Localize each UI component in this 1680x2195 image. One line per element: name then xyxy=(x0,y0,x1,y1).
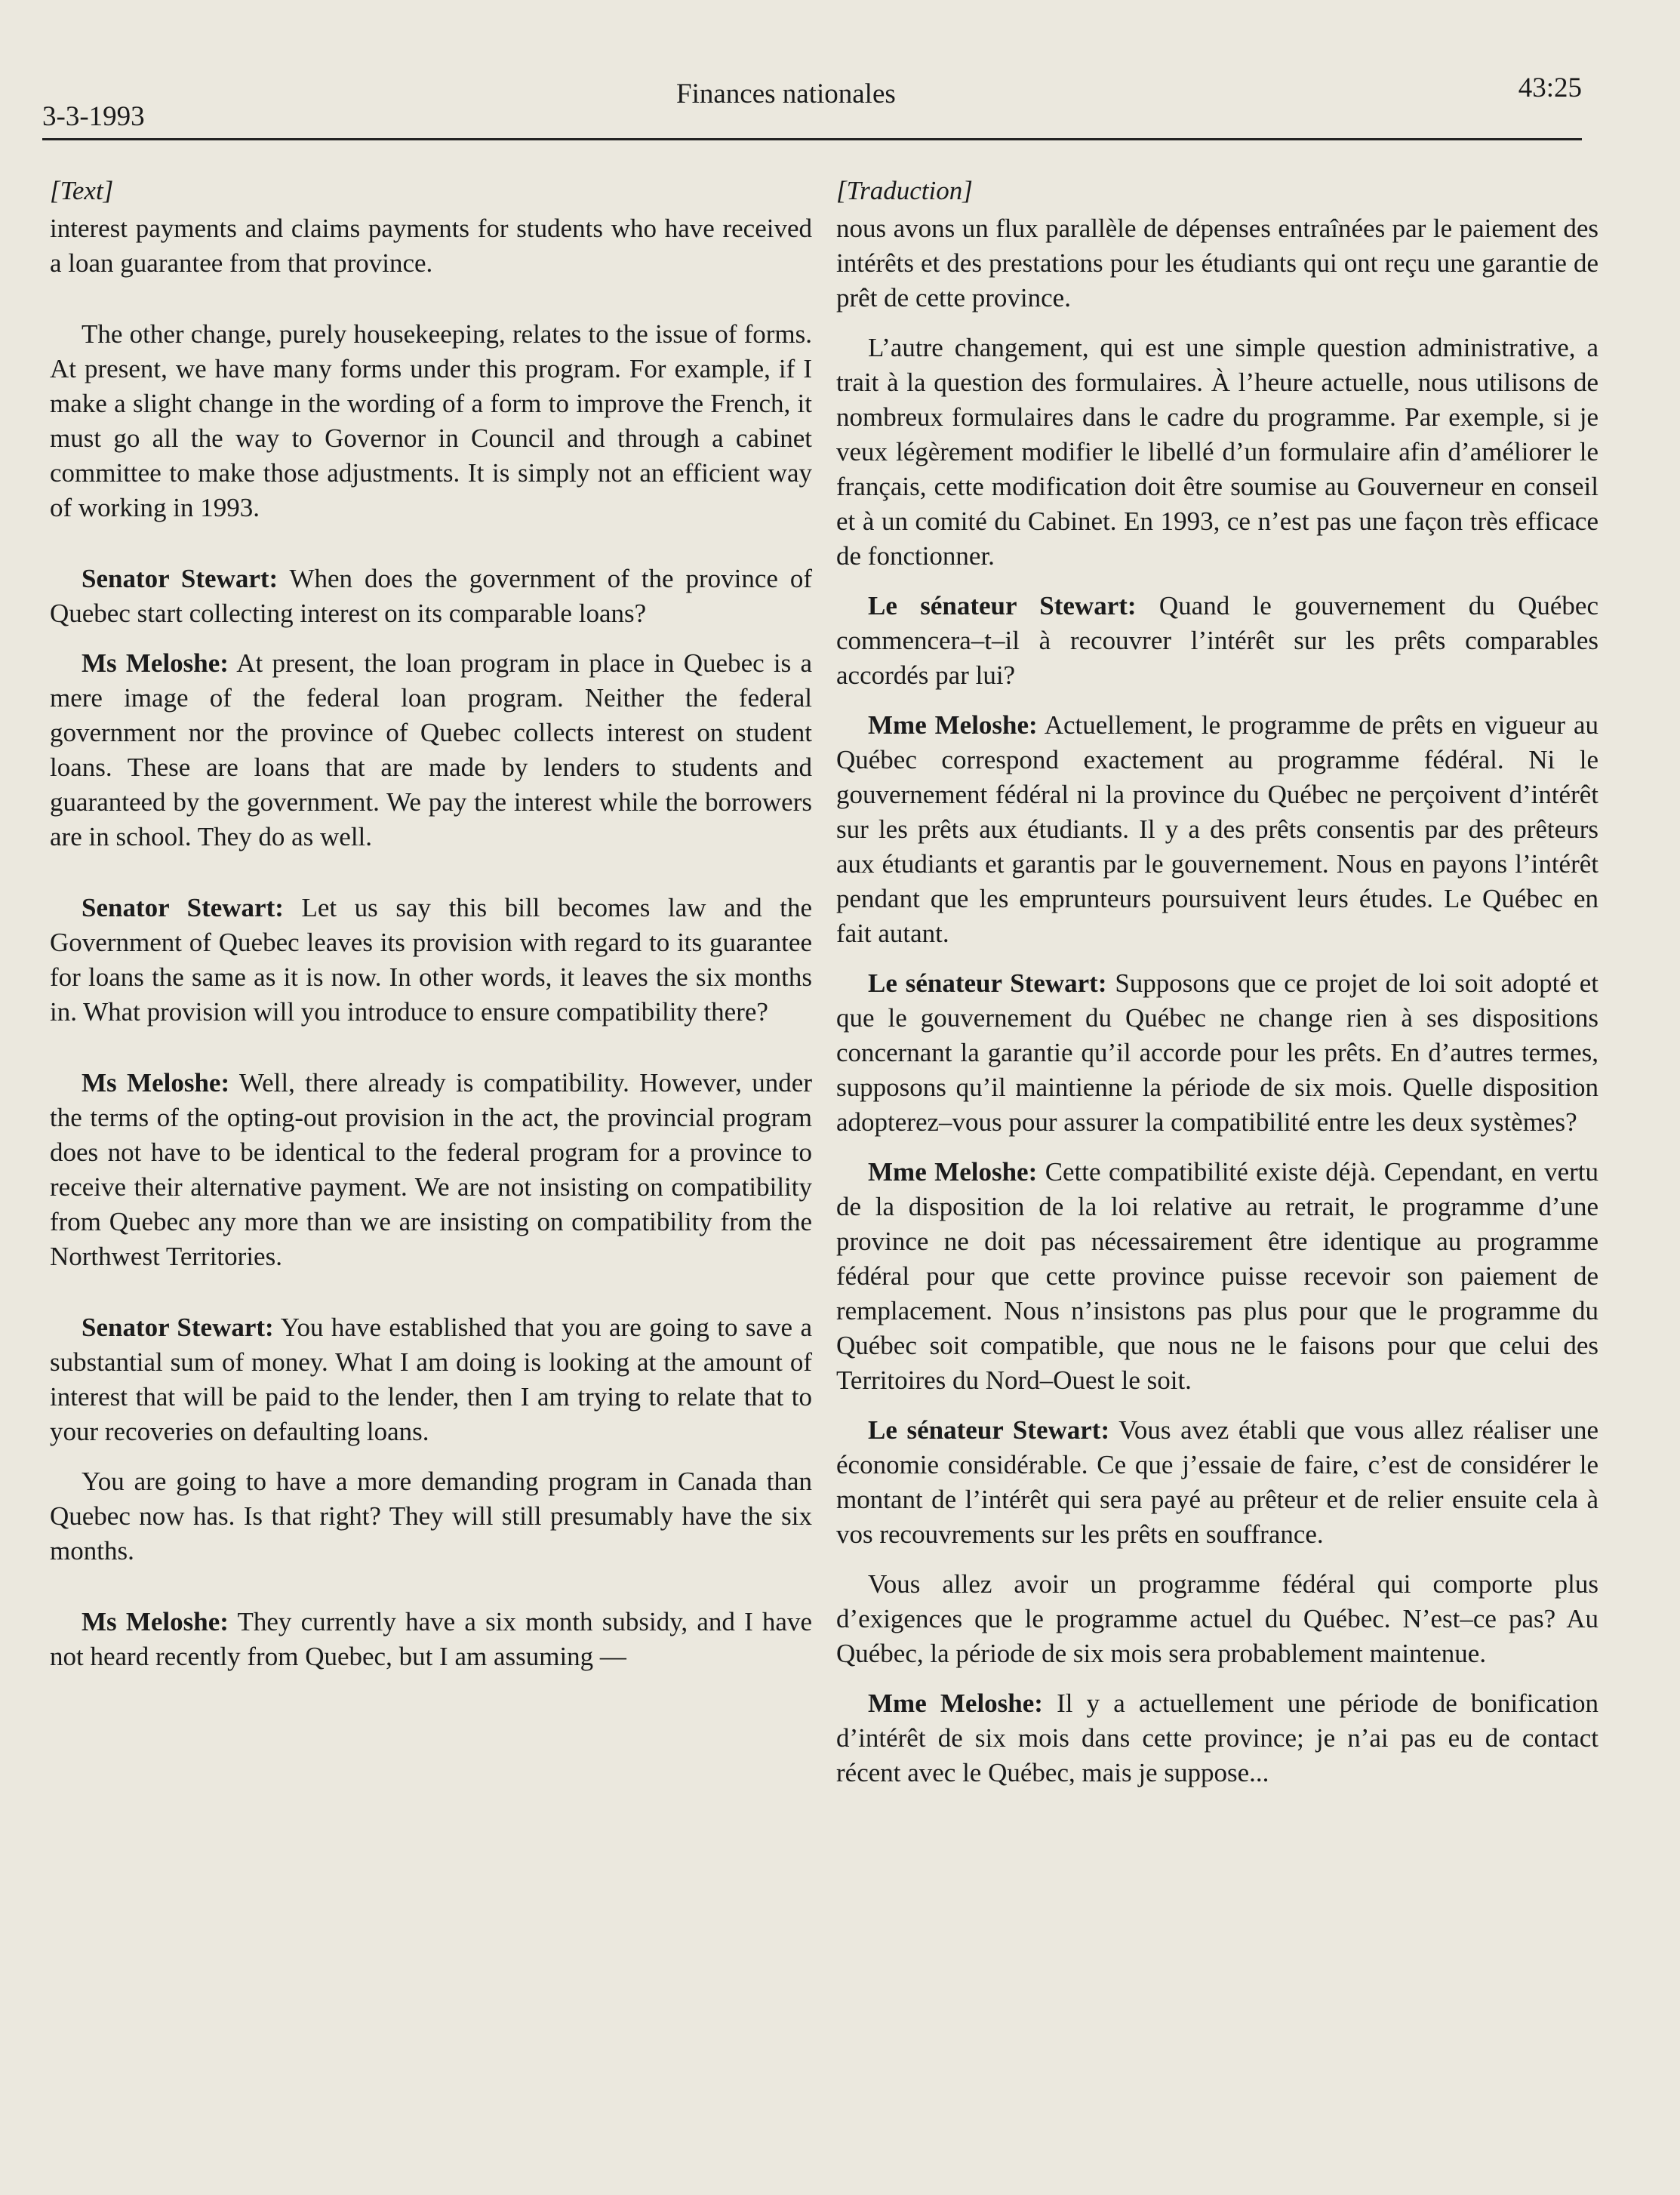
paragraph-text: Actuellement, le programme de prêts en vigueur au Québec correspond exactement au programme fédéral. Ni le gouvernement fédéral ni la province du Québec ne perçoivent d’intérêt sur les prêts aux étudiants. Il y a des prêts consentis par des prêteurs aux étudiants et garantis par le gouvernement. Nous en payons l’intérêt pendant que les emprunteurs poursuivent leurs études. Le Québec en fait autant. xyxy=(836,710,1599,948)
speaker: Ms Meloshe: xyxy=(82,648,229,678)
paragraph xyxy=(836,1567,1598,1671)
column-tag: [Text] xyxy=(50,176,114,205)
header-title: Finances nationales xyxy=(676,79,896,109)
paragraph xyxy=(50,1605,812,1674)
header-date: 3-3-1993 xyxy=(42,101,145,132)
paragraph xyxy=(50,1310,812,1449)
speaker: Senator Stewart: xyxy=(82,1313,274,1342)
paragraph xyxy=(836,211,1598,316)
paragraph-text: Il y a actuellement une période de bonification d’intérêt de six mois dans cette province; je n’ai pas eu de contact récent avec le Québec, mais je suppose... xyxy=(836,1689,1598,1787)
paragraph-text: You have established that you are going to save a substantial sum of money. What I am doing is looking at the amount of interest that will be paid to the lender, then I am trying to relate that to your recoveries on defaulting loans. xyxy=(50,1313,812,1446)
paragraph-text: Vous allez avoir un programme fédéral qui comporte plus d’exigences que le programme actuel du Québec. N’est–ce pas? Au Québec, la période de six mois sera probablement maintenue. xyxy=(836,1569,1598,1668)
header-rule xyxy=(42,138,1582,140)
paragraph-text: Cette compatibilité existe déjà. Cependant, en vertu de la disposition de la loi relative au retrait, le programme d’une province ne doit pas nécessairement être identique au programme fédéral pour que cette province puisse recevoir son paiement de remplacement. Nous n’insistons pas plus pour que le programme du Québec soit compatible, que nous ne le faisons pour que celui des Territoires du Nord–Ouest le soit. xyxy=(836,1157,1598,1395)
paragraph xyxy=(836,331,1598,574)
paragraph-text: At present, the loan program in place in Quebec is a mere image of the federal loan program. Neither the federal government nor the province of Quebec collects interest on student loans. These are loans that are made by lenders to students and guaranteed by the government. We pay the interest while the borrowers are in school. They do as well. xyxy=(50,648,813,851)
page-number: 43:25 xyxy=(1518,72,1582,103)
paragraph-text: L’autre changement, qui est une simple question administrative, a trait à la question des formulaires. À l’heure actuelle, nous utilisons de nombreux formulaires dans le cadre du programme. Par exemple, si je veux légèrement modifier le libellé d’un formulaire afin d’améliorer le français, cette modification doit être soumise au Gouverneur en conseil et à un comité du Cabinet. En 1993, ce n’est pas une façon très efficace de fonctionner. xyxy=(836,333,1598,571)
paragraph xyxy=(836,708,1598,951)
speaker: Mme Meloshe: xyxy=(868,710,1038,740)
speaker: Ms Meloshe: xyxy=(82,1068,230,1098)
paragraph-text: nous avons un flux parallèle de dépenses entraînées par le paiement des intérêts et des prestations pour les étudiants qui ont reçu une garantie de prêt de cette province. xyxy=(836,214,1598,312)
paragraph-text: Well, there already is compatibility. However, under the terms of the opting-out provision in the act, the provincial program does not have to be identical to the federal program for a province to receive their alternative payment. We are not insisting on compatibility from Quebec any more than we are insisting on compatibility from the Northwest Territories. xyxy=(50,1068,812,1271)
french-column xyxy=(836,174,1598,1806)
paragraph xyxy=(50,891,812,1030)
paragraph-text: The other change, purely housekeeping, relates to the issue of forms. At present, we have many forms under this program. For example, if I make a slight change in the wording of a form to improve the French, it must go all the way to Governor in Council and through a cabinet committee to make those adjustments. It is simply not an efficient way of working in 1993. xyxy=(50,319,812,522)
speaker: Ms Meloshe: xyxy=(82,1607,229,1636)
paragraph xyxy=(50,211,812,281)
paragraph xyxy=(836,1155,1598,1398)
column-tag: [Traduction] xyxy=(836,176,973,205)
speaker: Senator Stewart: xyxy=(82,893,284,922)
paragraph-text: Supposons que ce projet de loi soit adopté et que le gouvernement du Québec ne change rien à ses dispositions concernant la garantie qu’il accorde pour les prêts. En d’autres termes, supposons qu’il maintienne la période de six mois. Quelle disposition adopterez–vous pour assurer la compatibilité entre les deux systèmes? xyxy=(836,968,1598,1137)
speaker: Le sénateur Stewart: xyxy=(868,591,1137,620)
paragraph xyxy=(50,562,812,631)
paragraph xyxy=(836,1413,1598,1552)
speaker: Mme Meloshe: xyxy=(868,1157,1038,1187)
english-column xyxy=(50,174,812,1689)
speaker: Le sénateur Stewart: xyxy=(868,1415,1110,1445)
paragraph xyxy=(50,1066,812,1274)
paragraph-text: You are going to have a more demanding program in Canada than Quebec now has. Is that right? They will still presumably have the six months. xyxy=(50,1467,812,1565)
speaker: Senator Stewart: xyxy=(82,564,278,593)
paragraph xyxy=(836,966,1598,1140)
paragraph-text: Vous avez établi que vous allez réaliser une économie considérable. Ce que j’essaie de faire, c’est de considérer le montant de l’intérêt qui sera payé au prêteur et de relier ensuite cela à vos recouvrements sur les prêts en souffrance. xyxy=(836,1415,1598,1549)
speaker: Mme Meloshe: xyxy=(868,1689,1043,1718)
paragraph xyxy=(50,317,812,525)
paragraph-text: Quand le gouvernement du Québec commencera–t–il à recouvrer l’intérêt sur les prêts comparables accordés par lui? xyxy=(836,591,1598,690)
paragraph-text: interest payments and claims payments for students who have received a loan guarantee from that province. xyxy=(50,214,812,278)
paragraph xyxy=(836,1686,1598,1790)
paragraph-text: Let us say this bill becomes law and the Government of Quebec leaves its provision with regard to its guarantee for loans the same as it is now. In other words, it leaves the six months in. What provision will you introduce to ensure compatibility there? xyxy=(50,893,812,1027)
paragraph xyxy=(50,1464,812,1569)
paragraph xyxy=(50,646,812,854)
page-header xyxy=(42,72,1582,140)
paragraph-text: They currently have a six month subsidy, and I have not heard recently from Quebec, but I am assuming — xyxy=(50,1607,812,1671)
paragraph-text: When does the government of the province of Quebec start collecting interest on its comparable loans? xyxy=(50,564,812,628)
paragraph xyxy=(836,589,1598,693)
speaker: Le sénateur Stewart: xyxy=(868,968,1107,998)
